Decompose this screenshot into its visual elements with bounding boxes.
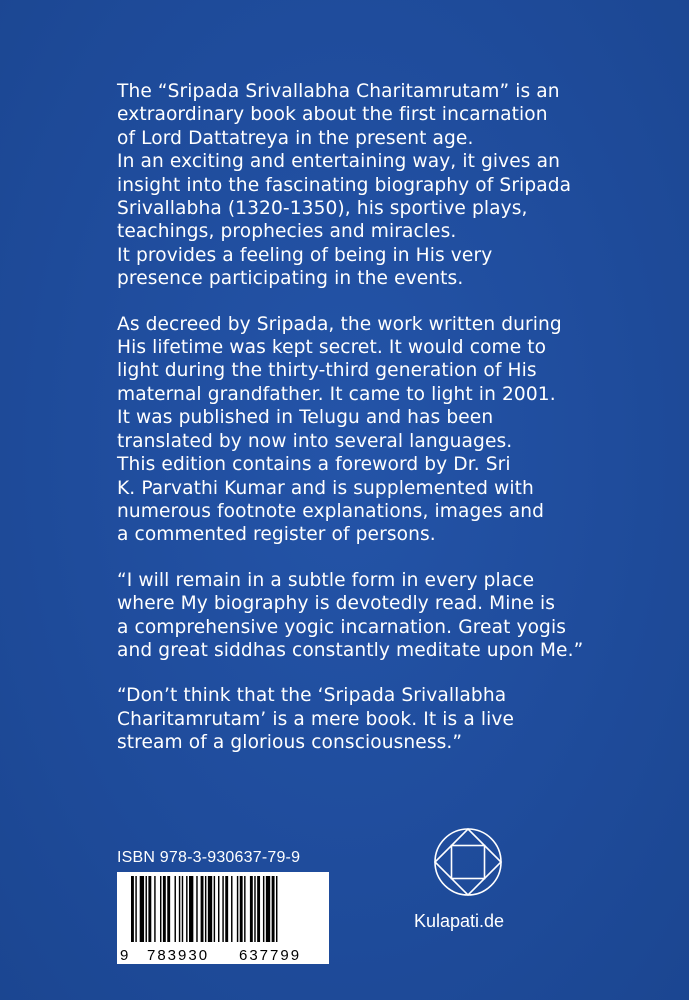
blurb-line: a commented register of persons. bbox=[117, 524, 436, 546]
publisher-website[interactable]: Kulapati.de bbox=[414, 911, 505, 931]
barcode-bar bbox=[254, 876, 255, 942]
barcode-bar bbox=[201, 876, 204, 942]
barcode-bar bbox=[163, 876, 166, 942]
barcode-bar bbox=[237, 876, 238, 942]
blurb-line: In an exciting and entertaining way, it gives an bbox=[117, 151, 560, 173]
blurb-paragraph-2 bbox=[117, 313, 637, 547]
blurb-line: It was published in Telugu and has been bbox=[117, 407, 494, 429]
barcode-bar bbox=[131, 876, 134, 942]
blurb-line: This edition contains a foreword by Dr. Sri bbox=[117, 454, 511, 476]
barcode-graphic bbox=[117, 872, 329, 964]
barcode-bar bbox=[167, 876, 170, 942]
blurb-line: extraordinary book about the first incarnation bbox=[117, 104, 548, 126]
barcode-bar bbox=[231, 876, 232, 942]
blurb-paragraph-1 bbox=[117, 80, 637, 291]
barcode-bar bbox=[160, 876, 161, 942]
blurb-line: numerous footnote explanations, images and bbox=[117, 500, 544, 522]
barcode-bar bbox=[214, 876, 215, 942]
barcode-bar bbox=[182, 876, 183, 942]
quote-line: stream of a glorious consciousness.” bbox=[117, 732, 463, 754]
quote-paragraph-1 bbox=[117, 569, 637, 663]
barcode-bar bbox=[140, 876, 144, 942]
barcode-bar bbox=[135, 876, 136, 942]
barcode-bar bbox=[240, 876, 243, 942]
quote-line: Charitamrutam’ is a mere book. It is a live bbox=[117, 708, 514, 730]
barcode-bar bbox=[186, 876, 187, 942]
barcode-bar bbox=[244, 876, 245, 942]
blurb-line: translated by now into several languages. bbox=[117, 430, 513, 452]
barcode-bar bbox=[263, 876, 264, 942]
barcode-bar bbox=[148, 876, 151, 942]
blurb-line: presence participating in the events. bbox=[117, 268, 464, 290]
barcode-bar bbox=[272, 876, 275, 942]
quote-paragraph-2 bbox=[117, 684, 637, 754]
blurb-line: light during the thirty-third generation of His bbox=[117, 360, 537, 382]
quote-line: a comprehensive yogic incarnation. Great yogis bbox=[117, 616, 567, 638]
blurb-line: As decreed by Sripada, the work written during bbox=[117, 313, 562, 335]
blurb-line: It provides a feeling of being in His very bbox=[117, 244, 493, 266]
quote-line: and great siddhas constantly meditate upon Me.” bbox=[117, 639, 584, 661]
blurb-line: of Lord Dattatreya in the present age. bbox=[117, 127, 474, 149]
barcode-bar bbox=[276, 876, 277, 942]
barcode-digit-first: 9 bbox=[120, 947, 129, 964]
barcode-bar bbox=[208, 876, 212, 942]
barcode-bar bbox=[205, 876, 206, 942]
barcode-bar bbox=[257, 876, 260, 942]
barcode-bar bbox=[146, 876, 147, 942]
quote-line: where My biography is devotedly read. Mine is bbox=[117, 593, 556, 615]
diamond-in-circle-icon bbox=[432, 826, 504, 898]
isbn-label: ISBN 978-3-930637-79-9 bbox=[117, 849, 301, 866]
barcode-bar bbox=[266, 876, 270, 942]
blurb-line: Srivallabha (1320-1350), his sportive plays, bbox=[117, 198, 528, 220]
isbn-barcode bbox=[117, 872, 329, 964]
blurb-text bbox=[117, 80, 637, 777]
barcode-bar bbox=[175, 876, 176, 942]
barcode-bar bbox=[218, 876, 219, 942]
barcode-bar bbox=[250, 876, 253, 942]
barcode-bar bbox=[196, 876, 197, 942]
blurb-line: K. Parvathi Kumar and is supplemented with bbox=[117, 477, 534, 499]
barcode-bar bbox=[225, 876, 228, 942]
blurb-line: The “Sripada Srivallabha Charitamrutam” is an bbox=[117, 81, 560, 102]
barcode-digits-left: 783930 bbox=[147, 947, 210, 964]
barcode-bars bbox=[131, 876, 277, 942]
quote-line: “I will remain in a subtle form in every place bbox=[117, 569, 535, 591]
barcode-bar bbox=[154, 876, 155, 942]
blurb-line: His lifetime was kept secret. It would come to bbox=[117, 337, 547, 359]
blurb-line: insight into the fascinating biography of Sripada bbox=[117, 174, 572, 196]
barcode-bar bbox=[179, 876, 180, 942]
blurb-line: maternal grandfather. It came to light in 2001. bbox=[117, 383, 556, 405]
blurb-line: teachings, prophecies and miracles. bbox=[117, 221, 457, 243]
barcode-bar bbox=[222, 876, 223, 942]
barcode-digits-right: 637799 bbox=[239, 947, 302, 964]
barcode-bar bbox=[189, 876, 193, 942]
quote-line: “Don’t think that the ‘Sripada Srivallabha bbox=[117, 685, 507, 707]
